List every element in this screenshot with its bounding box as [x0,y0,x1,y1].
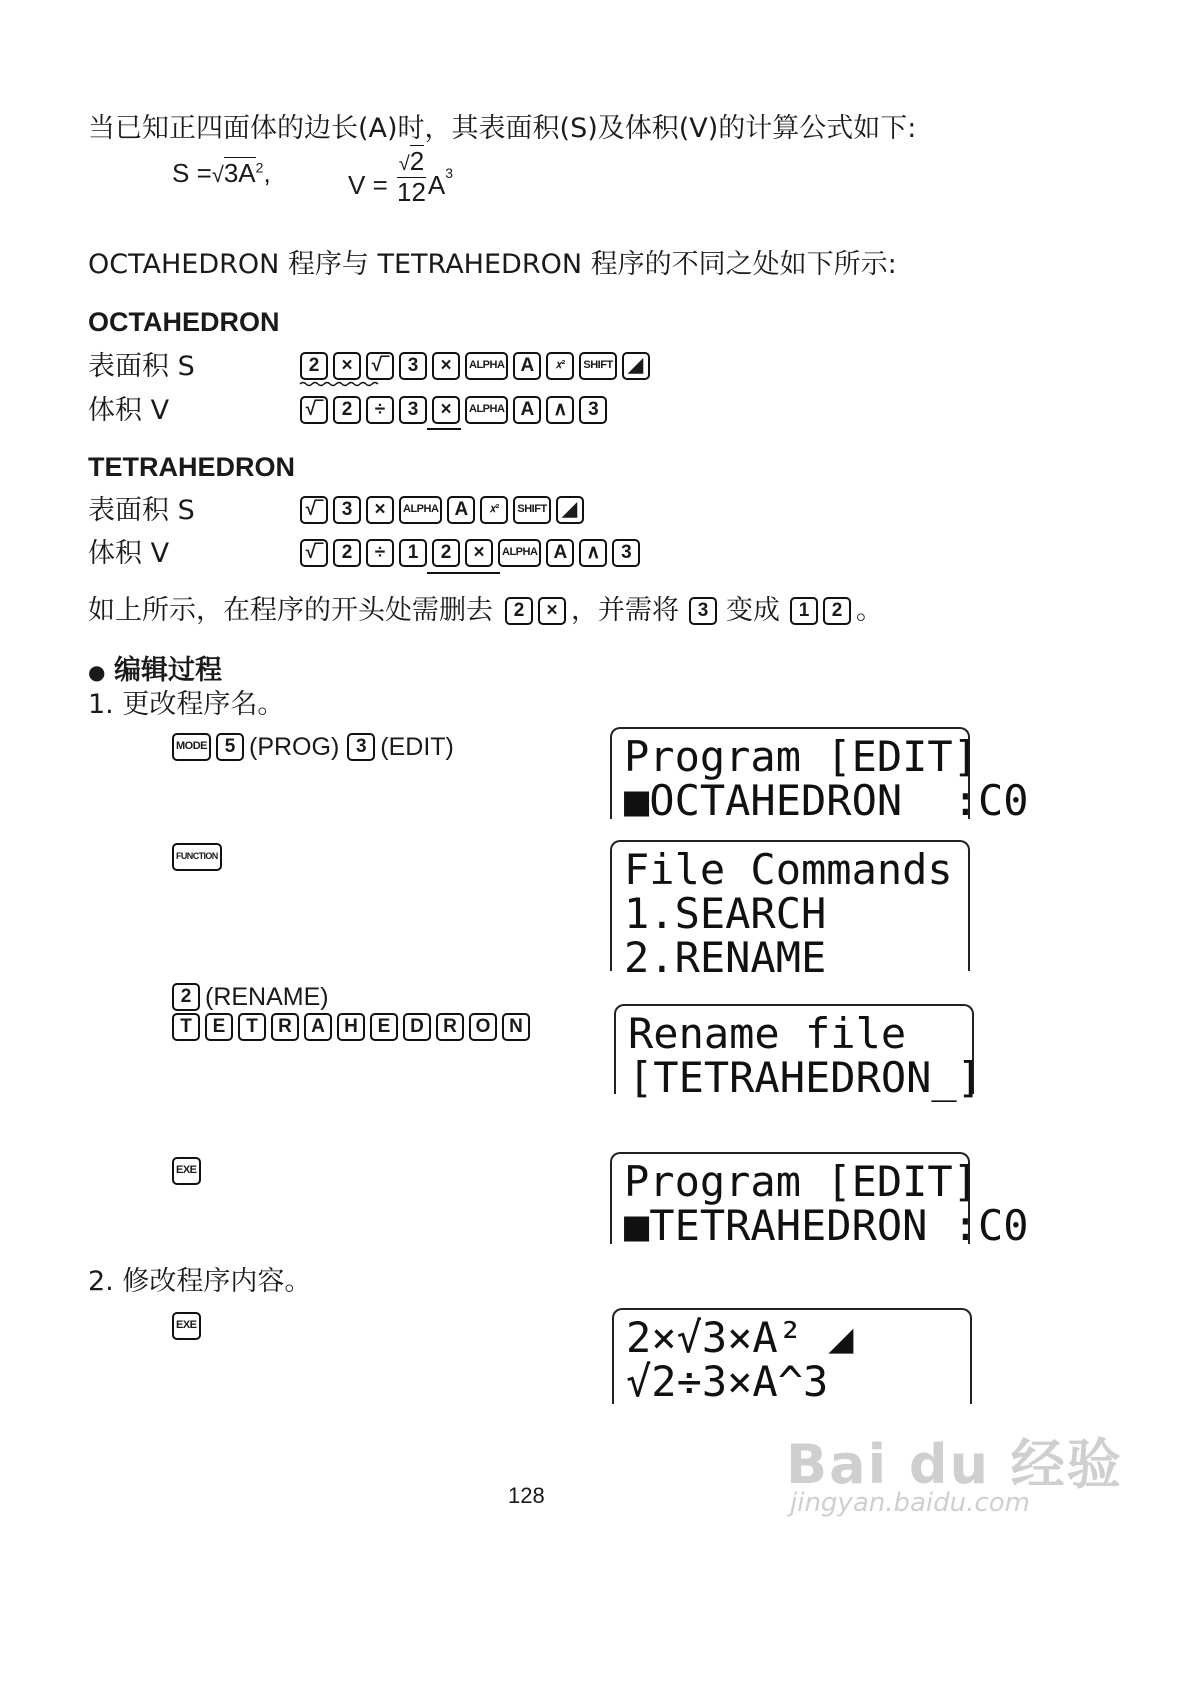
formula-v-lhs: V = [348,169,388,200]
key-3: 3 [399,352,427,380]
formula-v-exponent: 3 [445,165,454,182]
lcd-line: Program [EDIT] [624,732,979,781]
key-2: 2 [823,597,851,625]
lcd-screen [610,840,970,982]
step-a-keyset [172,733,249,761]
sqrt-icon: √ [211,162,224,187]
formula-v-var: A [427,169,446,200]
key-: 𝑥² [546,352,574,380]
key-shift: SHIFT [513,496,550,524]
key-a: A [546,539,574,567]
step-c-keys [172,980,329,1014]
key-: √‾ [300,396,328,424]
key-2: 2 [172,983,200,1011]
key-alpha: ALPHA [498,539,541,567]
page-number: 128 [508,1483,545,1508]
key-3: 3 [399,396,427,424]
lcd-line: ■OCTAHEDRON :C0 [624,776,1029,825]
key-e: E [205,1013,233,1041]
key-n: N [502,1013,530,1041]
step-c-keyset [172,983,205,1011]
lcd-screen [610,727,1029,825]
diff-sentence: OCTAHEDRON 程序与 TETRAHEDRON 程序的不同之处如下所示: [88,249,897,280]
sqrt-icon: √ [398,153,410,175]
step-c-letters [172,1013,535,1041]
lcd-line: Rename file [628,1009,907,1058]
lcd-screen [610,1152,1029,1250]
key-t: T [238,1013,266,1041]
key-: × [333,352,361,380]
tetrahedron-v-keys [300,539,645,567]
octahedron-s-label: 表面积 S [88,351,195,382]
key-: × [432,352,460,380]
lcd-screen [614,1004,983,1102]
formula-v-fraction [397,148,426,206]
key-2: 2 [300,352,328,380]
underline [427,428,461,430]
baidu-watermark-url: jingyan.baidu.com [790,1488,1030,1518]
key-alpha: ALPHA [465,352,508,380]
step-e-keys [172,1312,206,1340]
lcd-line: [TETRAHEDRON_] [628,1053,983,1102]
step-a-keys [172,730,454,764]
key-: ◢ [556,496,584,524]
key-d: D [403,1013,431,1041]
octahedron-v-keys [300,396,612,424]
key-3: 3 [333,496,361,524]
summary-keys-to [790,597,856,625]
key-3: 3 [612,539,640,567]
key-5: 5 [216,733,244,761]
key-h: H [337,1013,365,1041]
formula-v-denominator: 12 [396,177,426,207]
formula-s-radicand: 3A [223,158,256,188]
key-shift: SHIFT [579,352,616,380]
summary-part4: 。 [856,595,883,626]
step-b-keys [172,843,227,871]
wavy-underline [300,381,378,387]
edit-title: 编辑过程 [114,655,223,686]
key-r: R [271,1013,299,1041]
intro-text: 当已知正四面体的边长(A)时，其表面积(S)及体积(V)的计算公式如下: [88,113,917,144]
key-function: FUNCTION [172,843,222,871]
key-t: T [172,1013,200,1041]
key-: √‾ [366,352,394,380]
step-a-text2: (EDIT) [380,733,454,761]
lcd-screen [612,1308,972,1404]
octahedron-s-keys [300,352,655,380]
formula-s-lhs: S = [172,158,212,188]
baidu-watermark-logo: Bai du 经验 [786,1433,1123,1496]
lcd-line: Program [EDIT] [624,1157,979,1206]
key-: ∧ [579,539,607,567]
key-: √‾ [300,539,328,567]
key-2: 2 [432,539,460,567]
key-: × [538,597,566,625]
lcd-line: 2.RENAME [624,933,827,982]
key-alpha: ALPHA [399,496,442,524]
tetrahedron-v-label: 体积 V [88,538,170,569]
key-: ÷ [366,539,394,567]
step1-label: 1. 更改程序名。 [88,689,285,720]
formula-s-exponent: 2 [255,159,264,176]
formula-s-tail: , [263,158,271,188]
key-exe: EXE [172,1157,201,1185]
step-a-keyset2 [347,733,380,761]
lcd-line: 1.SEARCH [624,889,827,938]
step-a-text1: (PROG) [249,733,340,761]
summary-keys-from [689,597,722,625]
summary-part2: ，并需将 [571,595,679,626]
key-: √‾ [300,496,328,524]
key-alpha: ALPHA [465,396,508,424]
key-2: 2 [333,539,361,567]
key-a: A [304,1013,332,1041]
lcd-line: File Commands [624,845,953,894]
tetrahedron-title: TETRAHEDRON [88,452,295,482]
bullet-icon: ● [88,660,106,684]
key-a: A [513,396,541,424]
summary-sentence [88,594,883,628]
key-2: 2 [505,597,533,625]
key-2: 2 [333,396,361,424]
key-1: 1 [790,597,818,625]
lcd-line: √2÷3×A^3 [626,1357,829,1406]
key-: × [465,539,493,567]
tetrahedron-s-label: 表面积 S [88,495,195,526]
key-exe: EXE [172,1312,201,1340]
key-a: A [447,496,475,524]
key-3: 3 [689,597,717,625]
summary-keys-delete [505,597,571,625]
step-c-text1: (RENAME) [205,983,329,1011]
summary-part3: 变成 [726,595,780,626]
key-: 𝑥² [480,496,508,524]
tetrahedron-s-keys [300,496,589,524]
summary-part1: 如上所示，在程序的开头处需删去 [88,595,493,626]
key-: ∧ [546,396,574,424]
key-e: E [370,1013,398,1041]
lcd-line: 2×√3×A² ◢ [626,1313,854,1362]
key-3: 3 [579,396,607,424]
key-: × [366,496,394,524]
key-1: 1 [399,539,427,567]
formula-s [172,158,271,189]
step2-label: 2. 修改程序内容。 [88,1266,312,1297]
formula-v-numerator: 2 [409,146,425,176]
key-a: A [513,352,541,380]
edit-heading [88,654,222,689]
formula-v [348,148,453,206]
step-d-keys [172,1157,206,1185]
key-3: 3 [347,733,375,761]
lcd-line: ■TETRAHEDRON :C0 [624,1201,1029,1250]
octahedron-title: OCTAHEDRON [88,307,280,337]
key-: ÷ [366,396,394,424]
key-: × [432,396,460,424]
key-: ◢ [622,352,650,380]
key-r: R [436,1013,464,1041]
octahedron-v-label: 体积 V [88,395,170,426]
underline [427,572,500,574]
key-mode: MODE [172,733,211,761]
key-o: O [469,1013,497,1041]
